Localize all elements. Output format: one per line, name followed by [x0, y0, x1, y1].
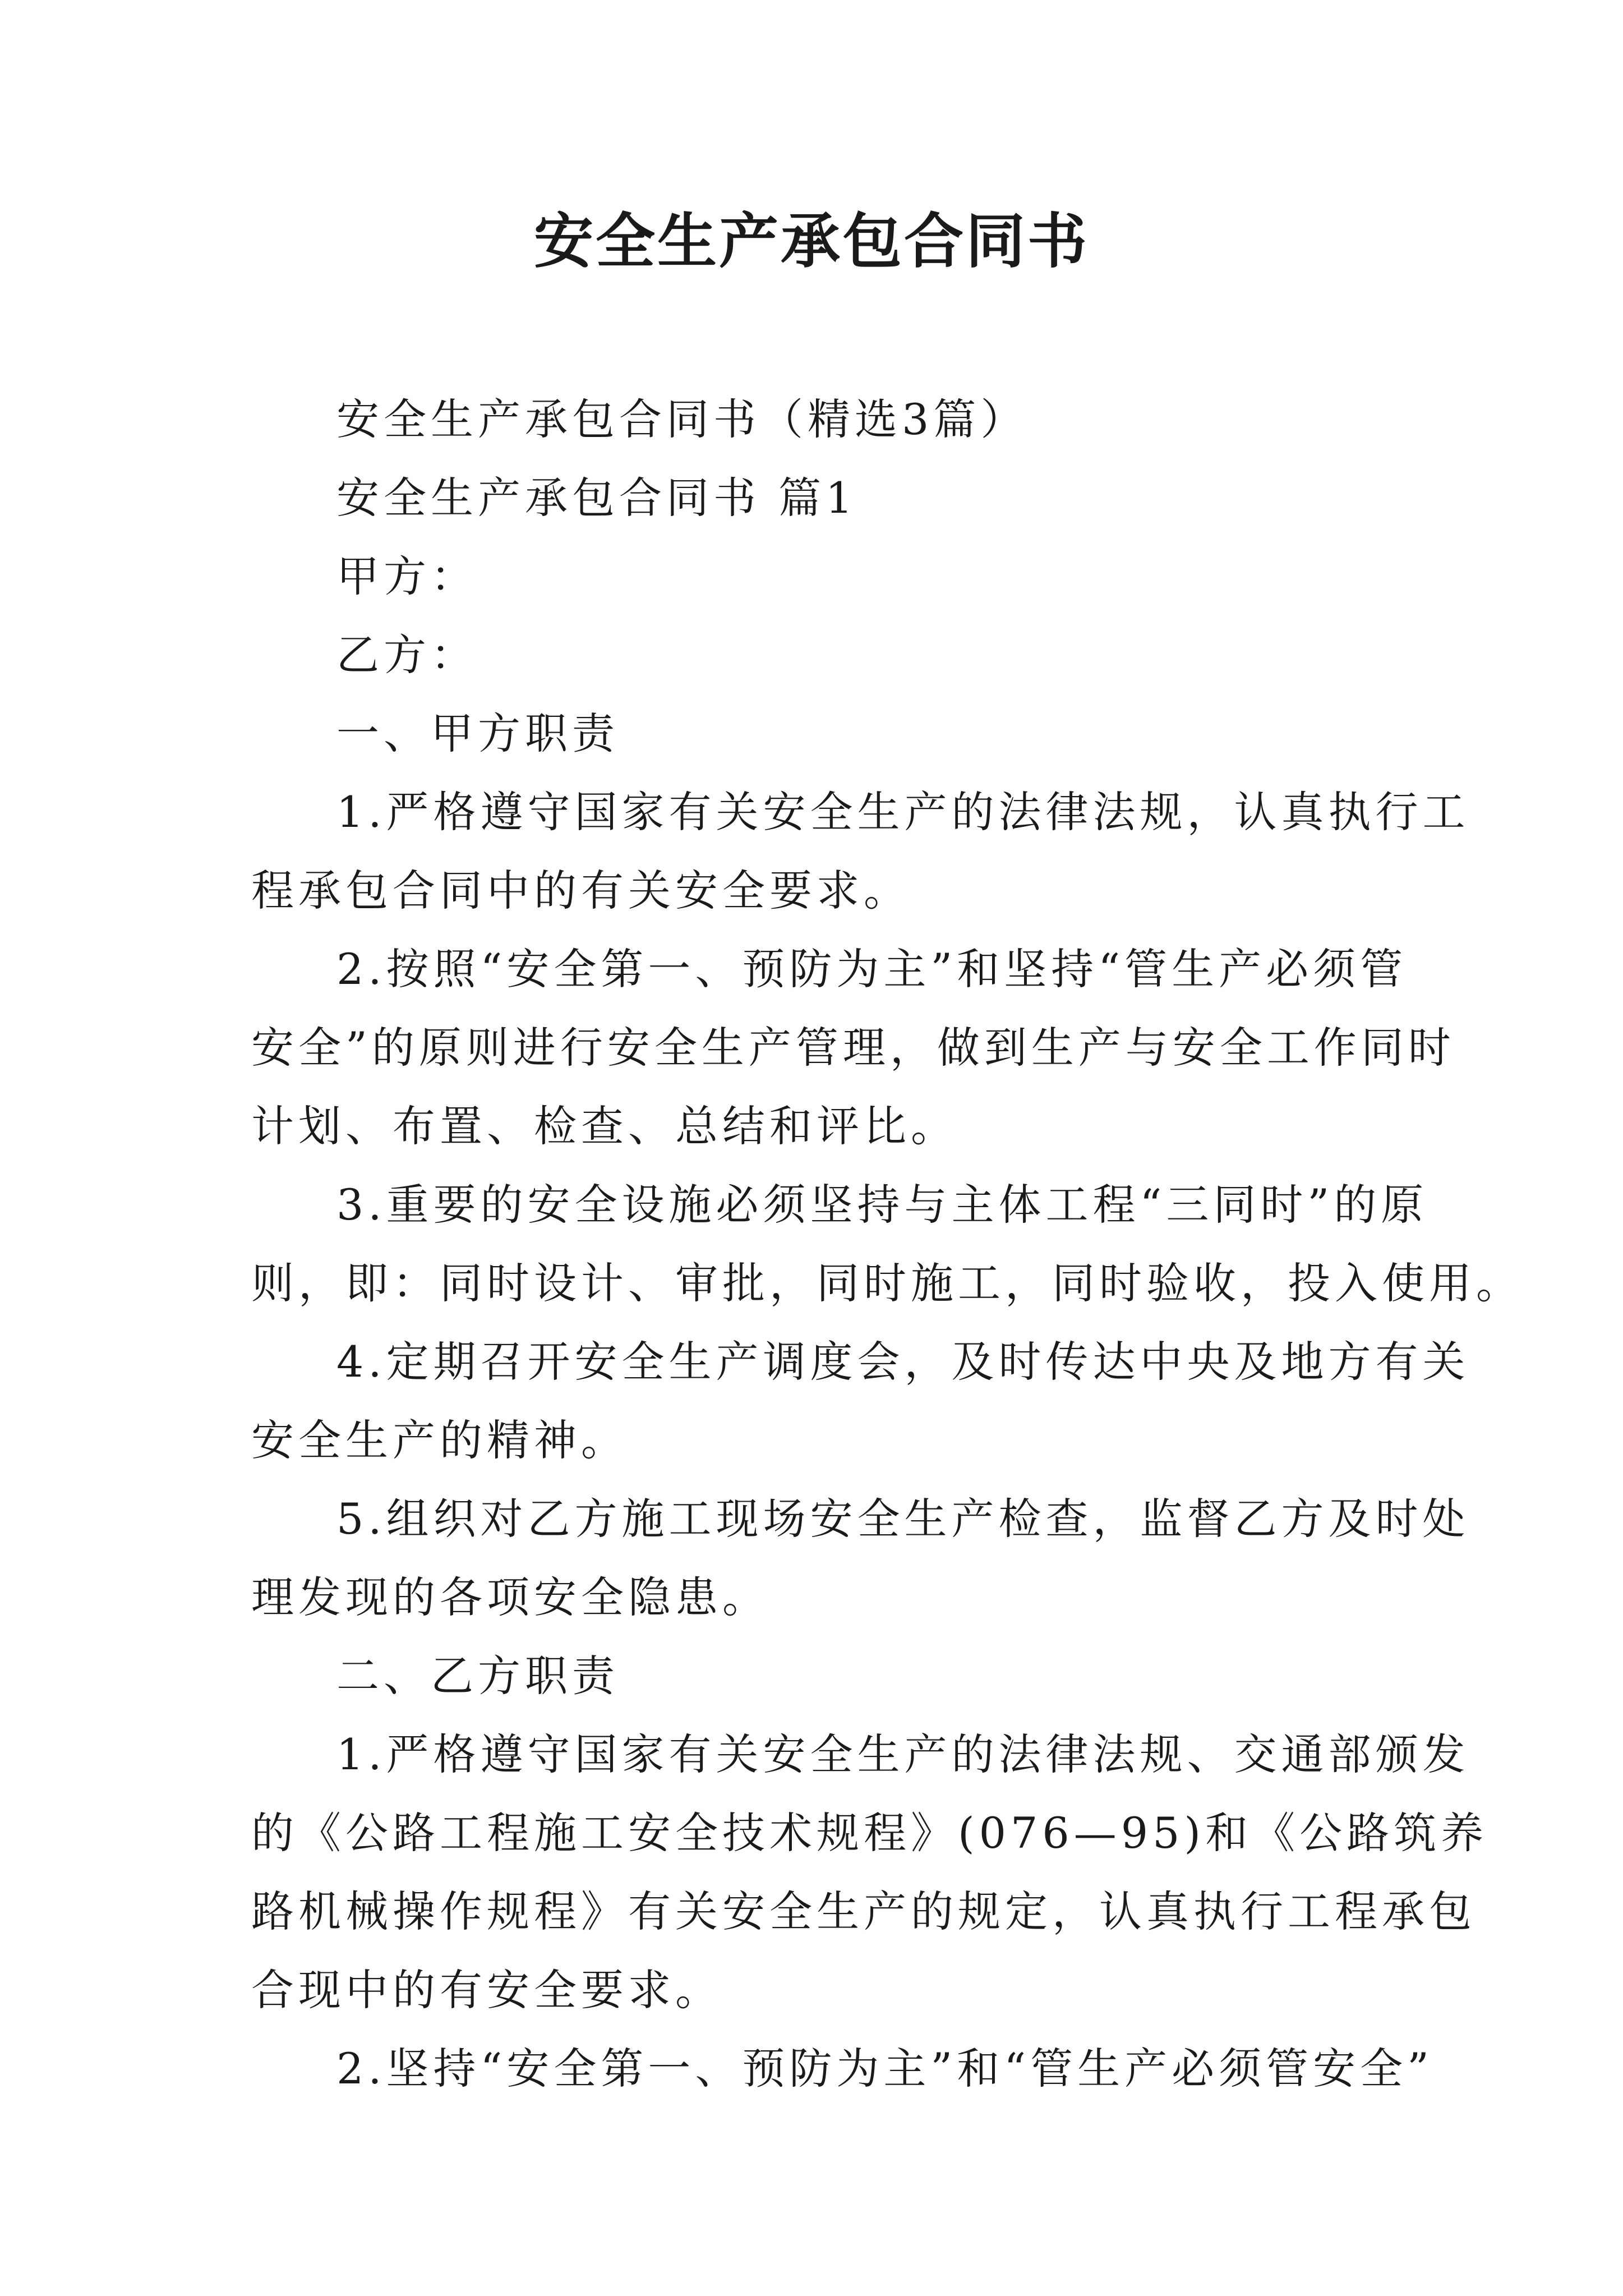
text-line: 乙方： — [336, 630, 478, 680]
document-body — [251, 380, 1523, 2108]
text-line: 路机械操作规程》有关安全生产的规定，认真执行工程承包 — [251, 1887, 1476, 1936]
text-line: 2.按照“安全第一、预防为主”和坚持“管生产必须管 — [336, 944, 1408, 994]
text-line: 合现中的有安全要求。 — [251, 1965, 722, 2015]
text-line: 安全”的原则进行安全生产管理，做到生产与安全工作同时 — [251, 1023, 1455, 1073]
text-line: 计划、布置、检查、总结和评比。 — [251, 1101, 958, 1151]
text-line: 二、乙方职责 — [336, 1651, 619, 1701]
text-line: 则，即：同时设计、审批，同时施工，同时验收，投入使用。 — [251, 1258, 1523, 1308]
text-line: 程承包合同中的有关安全要求。 — [251, 866, 911, 915]
text-line: 1.严格遵守国家有关安全生产的法律法规，认真执行工 — [336, 787, 1470, 837]
text-line: 甲方： — [336, 551, 478, 601]
text-line: 安全生产的精神。 — [251, 1415, 628, 1465]
text-line: 2.坚持“安全第一、预防为主”和“管生产必须管安全” — [336, 2044, 1433, 2093]
text-line: 5.组织对乙方施工现场安全生产检查，监督乙方及时处 — [336, 1494, 1470, 1544]
text-line: 1.严格遵守国家有关安全生产的法律法规、交通部颁发 — [336, 1729, 1470, 1779]
text-line: 一、甲方职责 — [336, 708, 619, 758]
text-line: 3.重要的安全设施必须坚持与主体工程“三同时”的原 — [336, 1180, 1428, 1230]
text-line: 安全生产承包合同书（精选3篇） — [336, 394, 1028, 444]
text-line: 的《公路工程施工安全技术规程》(076—95)和《公路筑养 — [251, 1808, 1488, 1858]
text-line: 4.定期召开安全生产调度会，及时传达中央及地方有关 — [336, 1337, 1470, 1387]
text-line: 安全生产承包合同书 篇1 — [336, 473, 857, 523]
document-title: 安全生产承包合同书 — [534, 206, 1089, 276]
text-line: 理发现的各项安全隐患。 — [251, 1572, 769, 1622]
